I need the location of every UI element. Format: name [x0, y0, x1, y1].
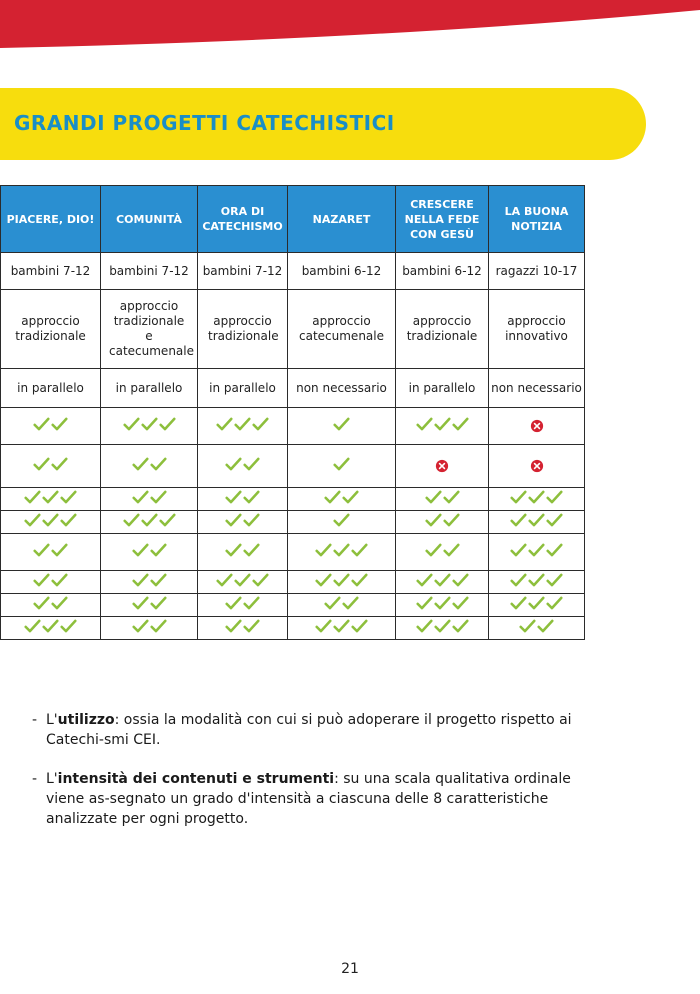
intensity-cell [288, 408, 396, 445]
intensity-row [1, 617, 585, 640]
check-marks [333, 417, 350, 431]
check-marks [225, 596, 260, 610]
check-marks [132, 596, 167, 610]
check-icon [141, 513, 158, 527]
intensity-row [1, 445, 585, 488]
check-icon [546, 596, 563, 610]
intensity-cell [489, 488, 585, 511]
intensity-cell [1, 594, 101, 617]
intensity-cell [396, 571, 489, 594]
check-icon [60, 490, 77, 504]
intensity-cell [101, 571, 198, 594]
intensity-cell [396, 511, 489, 534]
check-icon [510, 573, 527, 587]
check-icon [443, 543, 460, 557]
check-icon [51, 457, 68, 471]
check-icon [159, 417, 176, 431]
cross-mark [489, 459, 584, 473]
check-icon [546, 543, 563, 557]
check-marks [324, 490, 359, 504]
check-icon [33, 543, 50, 557]
intensity-cell [198, 445, 288, 488]
check-icon [333, 543, 350, 557]
check-icon [510, 490, 527, 504]
cross-icon [530, 459, 544, 473]
check-marks [33, 417, 68, 431]
check-marks [33, 573, 68, 587]
age-cell: bambini 7-12 [1, 253, 101, 290]
age-cell: bambini 6-12 [288, 253, 396, 290]
check-icon [159, 513, 176, 527]
check-marks [315, 543, 368, 557]
check-icon [60, 619, 77, 633]
cross-mark [396, 459, 488, 473]
check-icon [324, 596, 341, 610]
approach-cell: approccio tradizionale [396, 290, 489, 369]
check-icon [443, 513, 460, 527]
check-marks [216, 417, 269, 431]
check-icon [333, 417, 350, 431]
check-icon [216, 417, 233, 431]
approach-cell: approccio tradizionale e catecumenale [101, 290, 198, 369]
check-icon [537, 619, 554, 633]
page-title: GRANDI PROGETTI CATECHISTICI [14, 111, 395, 135]
check-icon [216, 573, 233, 587]
intensity-cell [1, 511, 101, 534]
cross-icon [530, 419, 544, 433]
check-icon [333, 573, 350, 587]
intensity-cell [396, 617, 489, 640]
check-icon [333, 619, 350, 633]
header-la-buona-notizia: LA BUONA NOTIZIA [489, 186, 585, 253]
age-row [1, 253, 585, 290]
intensity-cell [396, 594, 489, 617]
check-icon [123, 513, 140, 527]
check-icon [425, 513, 442, 527]
check-icon [351, 573, 368, 587]
intensity-cell [489, 408, 585, 445]
check-marks [24, 490, 77, 504]
check-icon [42, 619, 59, 633]
check-icon [452, 417, 469, 431]
check-icon [24, 490, 41, 504]
header-nazaret: NAZARET [288, 186, 396, 253]
intensity-cell [288, 488, 396, 511]
check-icon [528, 573, 545, 587]
check-icon [33, 596, 50, 610]
check-icon [434, 417, 451, 431]
check-icon [452, 619, 469, 633]
check-icon [225, 596, 242, 610]
check-icon [315, 543, 332, 557]
intensity-cell [396, 445, 489, 488]
check-icon [225, 457, 242, 471]
approach-row [1, 290, 585, 369]
check-marks [315, 619, 368, 633]
header-ora-di-catechismo: ORA DI CATECHISMO [198, 186, 288, 253]
note-utilizzo: - L'utilizzo: ossia la modalità con cui si può adoperare il progetto rispetto ai Catechi-smi CEI. [32, 712, 572, 748]
intensity-cell [288, 571, 396, 594]
intensity-cell [101, 617, 198, 640]
check-icon [225, 619, 242, 633]
check-icon [24, 513, 41, 527]
check-marks [132, 490, 167, 504]
check-icon [132, 490, 149, 504]
check-icon [333, 457, 350, 471]
usage-cell: non necessario [489, 369, 585, 408]
check-icon [234, 573, 251, 587]
intensity-cell [101, 445, 198, 488]
check-marks [416, 596, 469, 610]
check-icon [33, 457, 50, 471]
cross-mark [489, 419, 584, 433]
check-icon [132, 573, 149, 587]
check-icon [243, 490, 260, 504]
intensity-cell [198, 488, 288, 511]
check-icon [510, 543, 527, 557]
check-icon [510, 513, 527, 527]
check-icon [33, 417, 50, 431]
check-icon [342, 596, 359, 610]
intensity-cell [489, 594, 585, 617]
check-icon [546, 513, 563, 527]
usage-cell: in parallelo [396, 369, 489, 408]
check-icon [225, 490, 242, 504]
check-icon [24, 619, 41, 633]
check-icon [546, 573, 563, 587]
check-marks [416, 417, 469, 431]
approach-cell: approccio innovativo [489, 290, 585, 369]
approach-cell: approccio tradizionale [198, 290, 288, 369]
check-marks [333, 513, 350, 527]
intensity-row [1, 408, 585, 445]
check-icon [324, 490, 341, 504]
intensity-cell [489, 534, 585, 571]
check-icon [150, 619, 167, 633]
check-marks [510, 543, 563, 557]
check-icon [519, 619, 536, 633]
check-icon [132, 457, 149, 471]
check-icon [252, 573, 269, 587]
check-marks [225, 457, 260, 471]
check-icon [51, 417, 68, 431]
usage-cell: in parallelo [198, 369, 288, 408]
intensity-cell [288, 594, 396, 617]
check-icon [243, 543, 260, 557]
usage-cell: in parallelo [1, 369, 101, 408]
check-icon [434, 573, 451, 587]
intensity-cell [1, 408, 101, 445]
check-marks [225, 543, 260, 557]
note-intensita: - L'intensità dei contenuti e strumenti: su una scala qualitativa ordinale viene as-segnato un grado d'intensità a ciascuna delle 8 caratteristiche analizzate per ogni progetto. [32, 771, 571, 827]
check-marks [123, 513, 176, 527]
check-icon [132, 619, 149, 633]
check-icon [528, 543, 545, 557]
check-icon [425, 543, 442, 557]
check-marks [416, 573, 469, 587]
check-marks [333, 457, 350, 471]
check-icon [546, 490, 563, 504]
check-icon [315, 573, 332, 587]
note-term: intensità dei contenuti e strumenti [57, 771, 335, 787]
check-icon [425, 490, 442, 504]
check-icon [351, 543, 368, 557]
explanatory-notes [32, 710, 610, 848]
intensity-cell [288, 617, 396, 640]
intensity-cell [288, 511, 396, 534]
usage-cell: in parallelo [101, 369, 198, 408]
check-icon [150, 490, 167, 504]
check-icon [416, 619, 433, 633]
check-marks [324, 596, 359, 610]
check-icon [51, 543, 68, 557]
age-cell: ragazzi 10-17 [489, 253, 585, 290]
intensity-cell [198, 594, 288, 617]
header-piacere-dio: PIACERE, DIO! [1, 186, 101, 253]
check-icon [528, 490, 545, 504]
check-icon [528, 513, 545, 527]
intensity-row [1, 571, 585, 594]
intensity-cell [198, 511, 288, 534]
check-icon [510, 596, 527, 610]
check-marks [132, 543, 167, 557]
intensity-cell [198, 571, 288, 594]
check-icon [150, 543, 167, 557]
intensity-cell [198, 408, 288, 445]
intensity-cell [1, 445, 101, 488]
intensity-cell [1, 534, 101, 571]
check-marks [425, 543, 460, 557]
comparison-table [0, 185, 585, 640]
check-icon [42, 513, 59, 527]
intensity-cell [288, 534, 396, 571]
check-icon [452, 596, 469, 610]
check-marks [132, 619, 167, 633]
intensity-cell [396, 534, 489, 571]
check-icon [132, 543, 149, 557]
check-marks [510, 490, 563, 504]
check-marks [519, 619, 554, 633]
intensity-cell [101, 594, 198, 617]
check-marks [33, 543, 68, 557]
check-icon [452, 573, 469, 587]
check-icon [225, 513, 242, 527]
check-icon [434, 596, 451, 610]
intensity-cell [198, 617, 288, 640]
intensity-row [1, 534, 585, 571]
note-term: utilizzo [57, 712, 115, 728]
check-icon [243, 619, 260, 633]
check-icon [51, 596, 68, 610]
check-icon [443, 490, 460, 504]
check-marks [132, 573, 167, 587]
intensity-cell [489, 445, 585, 488]
check-marks [425, 513, 460, 527]
check-icon [351, 619, 368, 633]
check-marks [425, 490, 460, 504]
check-marks [416, 619, 469, 633]
check-marks [225, 490, 260, 504]
check-icon [42, 490, 59, 504]
check-icon [333, 513, 350, 527]
check-marks [24, 513, 77, 527]
check-icon [225, 543, 242, 557]
intensity-cell [101, 488, 198, 511]
check-icon [416, 596, 433, 610]
check-marks [225, 513, 260, 527]
intensity-cell [101, 511, 198, 534]
approach-cell: approccio tradizionale [1, 290, 101, 369]
check-icon [434, 619, 451, 633]
intensity-cell [489, 511, 585, 534]
check-marks [33, 596, 68, 610]
intensity-cell [288, 445, 396, 488]
check-icon [150, 596, 167, 610]
check-icon [342, 490, 359, 504]
age-cell: bambini 7-12 [101, 253, 198, 290]
check-icon [51, 573, 68, 587]
check-icon [315, 619, 332, 633]
approach-cell: approccio catecumenale [288, 290, 396, 369]
age-cell: bambini 7-12 [198, 253, 288, 290]
check-marks [510, 513, 563, 527]
check-marks [132, 457, 167, 471]
check-icon [33, 573, 50, 587]
header-crescere-nella-fede: CRESCERE NELLA FEDE CON GESÙ [396, 186, 489, 253]
header-row [1, 186, 585, 253]
intensity-cell [489, 617, 585, 640]
check-icon [416, 417, 433, 431]
check-marks [225, 619, 260, 633]
intensity-row [1, 594, 585, 617]
intensity-cell [396, 408, 489, 445]
intensity-cell [396, 488, 489, 511]
check-icon [528, 596, 545, 610]
check-icon [150, 573, 167, 587]
check-icon [132, 596, 149, 610]
top-red-band [0, 0, 700, 60]
intensity-cell [1, 571, 101, 594]
check-icon [234, 417, 251, 431]
check-icon [243, 596, 260, 610]
check-marks [315, 573, 368, 587]
intensity-cell [101, 534, 198, 571]
check-icon [60, 513, 77, 527]
check-marks [123, 417, 176, 431]
check-icon [123, 417, 140, 431]
page-number: 21 [341, 961, 359, 977]
intensity-cell [198, 534, 288, 571]
check-marks [510, 573, 563, 587]
intensity-cell [1, 617, 101, 640]
usage-row [1, 369, 585, 408]
header-comunita: COMUNITÀ [101, 186, 198, 253]
age-cell: bambini 6-12 [396, 253, 489, 290]
check-icon [150, 457, 167, 471]
check-marks [216, 573, 269, 587]
intensity-cell [101, 408, 198, 445]
check-marks [33, 457, 68, 471]
check-icon [416, 573, 433, 587]
cross-icon [435, 459, 449, 473]
check-marks [510, 596, 563, 610]
intensity-row [1, 511, 585, 534]
intensity-cell [489, 571, 585, 594]
check-icon [243, 513, 260, 527]
check-icon [243, 457, 260, 471]
intensity-cell [1, 488, 101, 511]
check-marks [24, 619, 77, 633]
check-icon [141, 417, 158, 431]
check-icon [252, 417, 269, 431]
intensity-row [1, 488, 585, 511]
usage-cell: non necessario [288, 369, 396, 408]
